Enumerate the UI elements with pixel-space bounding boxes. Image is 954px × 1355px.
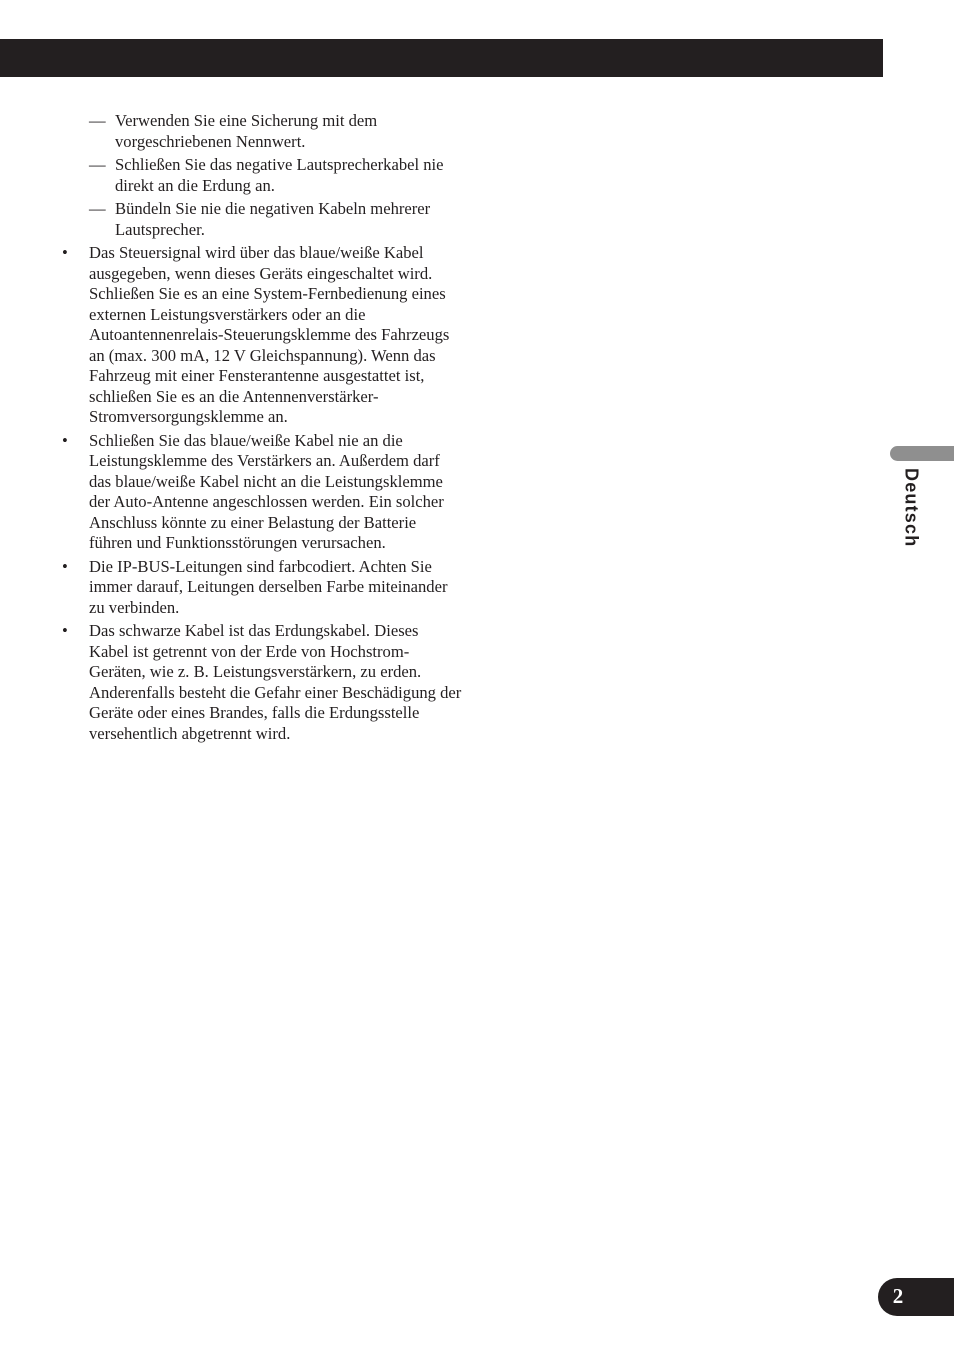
bullet-list-item [62,621,462,744]
dash-marker: — [89,199,106,218]
page-number: 2 [892,1284,904,1308]
dash-list-item [62,199,462,240]
dash-list-item [62,155,462,196]
bullet-list-item [62,431,462,554]
bullet-marker: • [62,243,68,262]
language-tab [890,446,954,461]
page-body [62,111,462,747]
bullet-list-item [62,557,462,619]
list-item-text: Schließen Sie das negative Lautsprecherkabel nie direkt an die Erdung an. [115,155,444,195]
list-item-text: Verwenden Sie eine Sicherung mit dem vorgeschriebenen Nennwert. [115,111,378,151]
list-item-text: Schließen Sie das blaue/weiße Kabel nie an die Leistungsklemme des Verstärkers an. Außerdem darf das blaue/weiße Kabel nicht an die Leistungsklemme der Auto-Antenne angeschlossen werden. Ein solcher Anschluss könnte zu einer Belastung der Batterie führen und Funktionsstörungen verursachen. [89,430,444,552]
dash-list-item [62,111,462,152]
bullet-list-item [62,243,462,428]
list-item-text: Das Steuersignal wird über das blaue/weiße Kabel ausgegeben, wenn dieses Geräts eingeschaltet wird. Schließen Sie es an eine System-Fernbedienung eines externen Leistungsverstärkers oder an die Autoantennenrelais-Steuerungsklemme des Fahrzeugs an (max. 300 mA, 12 V Gleichspannung). Wenn das Fahrzeug mit einer Fensterantenne ausgestattet ist, schließen Sie es an die Antennenverstärker-Stromversorgungsklemme an. [89,243,450,426]
bullet-marker: • [62,621,68,640]
list-item-text: Das schwarze Kabel ist das Erdungskabel. Dieses Kabel ist getrennt von der Erde von Hochstrom-Geräten, wie z. B. Leistungsverstärkern, zu erden. Anderenfalls besteht die Gefahr einer Beschädigung der Geräte oder eines Brandes, falls die Erdungsstelle versehentlich abgetrennt wird. [89,621,462,743]
list-item-text: Bündeln Sie nie die negativen Kabeln mehrerer Lautsprecher. [115,199,431,239]
header-bar [0,39,883,77]
dash-marker: — [89,155,106,174]
list-item-text: Die IP-BUS-Leitungen sind farbcodiert. Achten Sie immer darauf, Leitungen derselben Farbe miteinander zu verbinden. [89,556,448,617]
language-tab-label: Deutsch [901,468,922,548]
bullet-marker: • [62,556,68,576]
dash-marker: — [89,111,106,130]
bullet-marker: • [62,430,68,450]
